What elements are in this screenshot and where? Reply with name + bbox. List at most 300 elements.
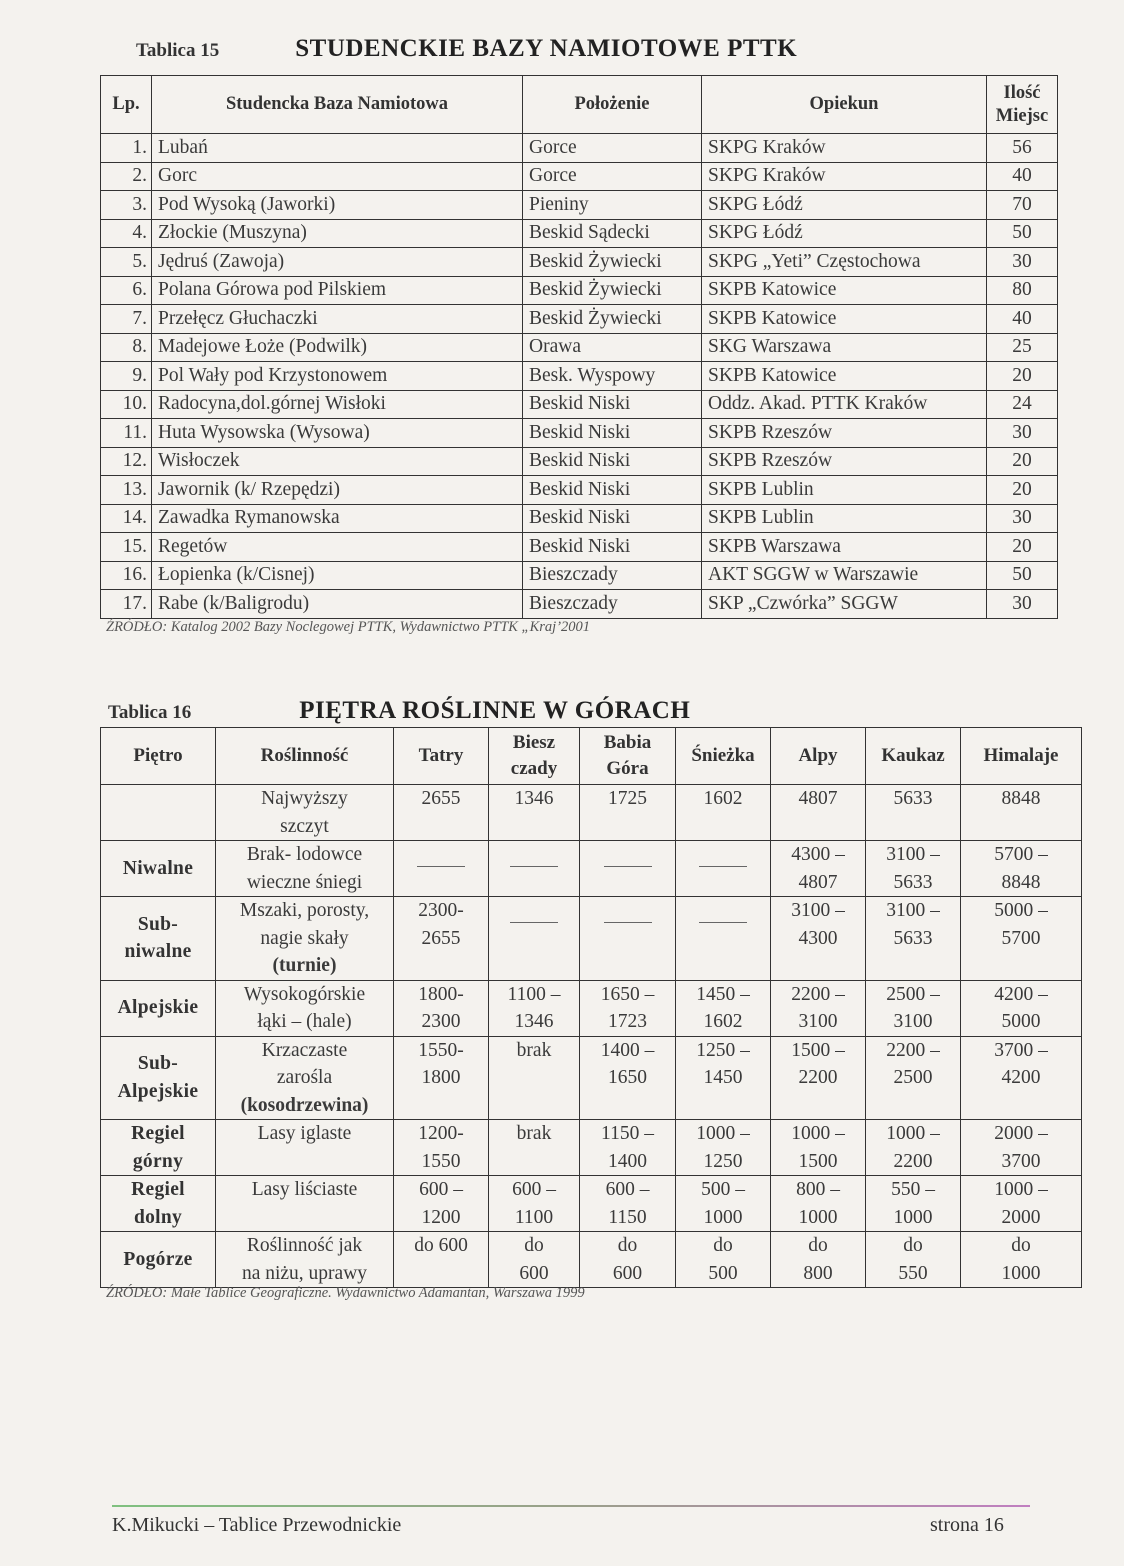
cell-organizer: SKPG Łódź — [702, 191, 987, 220]
dash-value — [652, 897, 653, 898]
cell-babia-gora — [580, 897, 676, 981]
dash-mark — [417, 866, 465, 867]
cell-bieszczady — [489, 1232, 580, 1288]
table15-row — [101, 447, 1058, 476]
table16-body — [101, 785, 1082, 1288]
cell-himalaje — [961, 1120, 1082, 1176]
vegetation-line: Lasy iglaste — [257, 1123, 352, 1144]
value-line: 3100 – — [791, 900, 845, 921]
cell-location: Beskid Niski — [523, 419, 702, 448]
cell-capacity: 40 — [987, 162, 1058, 191]
cell-kaukaz — [866, 980, 961, 1036]
cell-organizer: SKP „Czwórka” SGGW — [702, 590, 987, 619]
cell-lp: 6. — [101, 276, 152, 305]
dash-mark — [510, 922, 558, 923]
value-line: 4200 — [1001, 1067, 1041, 1088]
value-line: do 600 — [414, 1235, 468, 1256]
value-line: 1000 — [1001, 1262, 1041, 1284]
cell-capacity: 20 — [987, 362, 1058, 391]
value-line: do — [524, 1235, 544, 1256]
cell-bieszczady — [489, 1036, 580, 1120]
value-line: 1723 — [608, 1011, 647, 1032]
cell-bieszczady — [489, 841, 580, 897]
value-line: brak — [516, 1039, 552, 1061]
cell-lp: 15. — [101, 533, 152, 562]
value-line: 5633 — [893, 927, 933, 949]
cell-lp: 7. — [101, 305, 152, 334]
value-line: 2000 — [1001, 1206, 1041, 1228]
cell-organizer: SKPB Rzeszów — [702, 447, 987, 476]
table16-header-row — [101, 728, 1082, 785]
cell-vegetation — [216, 1176, 394, 1232]
value-line: 1100 — [514, 1206, 554, 1228]
cell-location: Gorce — [523, 162, 702, 191]
table15 — [100, 75, 1058, 619]
cell-name: Jawornik (k/ Rzepędzi) — [152, 476, 523, 505]
table16-source: ŹRÓDŁO: Małe Tablice Geograficzne. Wydawnictwo Adamantan, Warszawa 1999 — [106, 1285, 585, 1301]
table15-heading — [136, 35, 797, 63]
value-line: 1200 — [421, 1206, 461, 1228]
cell-capacity: 50 — [987, 561, 1058, 590]
value-line: 1450 – — [696, 983, 750, 1005]
cell-organizer: AKT SGGW w Warszawie — [702, 561, 987, 590]
cell-name: Łopienka (k/Cisnej) — [152, 561, 523, 590]
cell-babia-gora — [580, 1232, 676, 1288]
header-bieszczady-line1: Biesz — [512, 732, 556, 753]
cell-name: Jędruś (Zawoja) — [152, 248, 523, 277]
table15-row — [101, 219, 1058, 248]
cell-location: Besk. Wyspowy — [523, 362, 702, 391]
value-line: 800 – — [796, 1179, 840, 1200]
vegetation-line: nagie skały — [260, 927, 349, 949]
table15-row — [101, 390, 1058, 419]
table15-row — [101, 191, 1058, 220]
value-line: 3100 — [798, 1011, 838, 1032]
cell-location: Beskid Niski — [523, 504, 702, 533]
value-line: 1650 — [608, 1067, 647, 1088]
cell-capacity: 24 — [987, 390, 1058, 419]
table16-row — [101, 1176, 1082, 1232]
cell-capacity: 30 — [987, 590, 1058, 619]
vegetation-line: Brak- lodowce — [246, 844, 363, 865]
table15-row — [101, 476, 1058, 505]
cell-location: Bieszczady — [523, 561, 702, 590]
cell-himalaje — [961, 980, 1082, 1036]
cell-vegetation — [216, 785, 394, 841]
zone-line: Sub- — [137, 1053, 179, 1075]
cell-himalaje — [961, 841, 1082, 897]
cell-sniezka — [676, 1120, 771, 1176]
value-line: 1550 — [421, 1150, 461, 1172]
value-line: 1000 – — [994, 1179, 1048, 1200]
table16 — [100, 727, 1082, 1288]
cell-lp: 2. — [101, 162, 152, 191]
cell-bieszczady — [489, 1176, 580, 1232]
dash-value — [652, 841, 653, 842]
dash-value — [558, 841, 559, 842]
cell-name: Pod Wysoką (Jaworki) — [152, 191, 523, 220]
cell-location: Beskid Żywiecki — [523, 248, 702, 277]
cell-location: Gorce — [523, 134, 702, 163]
cell-capacity: 30 — [987, 504, 1058, 533]
cell-organizer: SKPB Lublin — [702, 504, 987, 533]
header-kaukaz: Kaukaz — [866, 728, 961, 785]
vegetation-line: Roślinność jak — [246, 1235, 363, 1256]
cell-organizer: SKPG Kraków — [702, 134, 987, 163]
cell-organizer: SKPB Warszawa — [702, 533, 987, 562]
header-bieszczady-line2: czady — [510, 758, 558, 779]
cell-organizer: SKG Warszawa — [702, 333, 987, 362]
cell-name: Pol Wały pod Krzystonowem — [152, 362, 523, 391]
cell-tatry — [394, 1036, 489, 1120]
cell-babia-gora — [580, 1120, 676, 1176]
value-line: 1450 — [703, 1067, 743, 1088]
zone-line: górny — [132, 1150, 184, 1172]
header-bieszczady — [489, 728, 580, 785]
dash-value — [465, 841, 466, 842]
value-line: 3100 – — [886, 844, 940, 865]
value-line: 4200 – — [994, 983, 1048, 1005]
table15-row — [101, 533, 1058, 562]
cell-zone — [101, 1232, 216, 1288]
value-line: 1250 — [703, 1150, 743, 1172]
cell-capacity: 20 — [987, 476, 1058, 505]
table16-row — [101, 841, 1082, 897]
cell-vegetation — [216, 1120, 394, 1176]
value-line: 1100 – — [507, 983, 561, 1005]
cell-capacity: 50 — [987, 219, 1058, 248]
cell-sniezka — [676, 897, 771, 981]
header-babia-gora — [580, 728, 676, 785]
value-line: do — [713, 1235, 733, 1256]
cell-capacity: 20 — [987, 447, 1058, 476]
value-line: brak — [516, 1123, 552, 1144]
value-line: 1000 – — [791, 1123, 845, 1144]
cell-location: Beskid Niski — [523, 476, 702, 505]
cell-location: Beskid Niski — [523, 390, 702, 419]
cell-babia-gora — [580, 841, 676, 897]
value-line: 1150 – — [601, 1123, 654, 1144]
cell-kaukaz — [866, 1036, 961, 1120]
cell-name: Rabe (k/Baligrodu) — [152, 590, 523, 619]
zone-line: Pogórze — [123, 1248, 193, 1270]
cell-zone — [101, 980, 216, 1036]
value-line: 1500 — [798, 1150, 838, 1172]
cell-vegetation — [216, 1232, 394, 1288]
cell-sniezka — [676, 785, 771, 841]
cell-alpy — [771, 980, 866, 1036]
value-line: 1000 — [703, 1206, 743, 1228]
vegetation-line: Najwyższy — [261, 788, 348, 809]
vegetation-line: łąki – (hale) — [257, 1011, 352, 1032]
dash-mark — [604, 922, 652, 923]
cell-capacity: 25 — [987, 333, 1058, 362]
table15-row — [101, 248, 1058, 277]
value-line: 2000 – — [994, 1123, 1048, 1144]
cell-capacity: 56 — [987, 134, 1058, 163]
cell-lp: 11. — [101, 419, 152, 448]
value-line: 2200 – — [791, 983, 845, 1005]
value-line: 8848 — [1001, 788, 1041, 809]
value-line: 8848 — [1001, 871, 1041, 893]
header-vegetation: Roślinność — [216, 728, 394, 785]
cell-name: Lubań — [152, 134, 523, 163]
value-line: 2655 — [421, 927, 461, 949]
cell-name: Gorc — [152, 162, 523, 191]
cell-name: Regetów — [152, 533, 523, 562]
cell-name: Zawadka Rymanowska — [152, 504, 523, 533]
footer-author: K.Mikucki – Tablice Przewodnickie — [112, 1514, 402, 1536]
table15-row — [101, 590, 1058, 619]
cell-capacity: 20 — [987, 533, 1058, 562]
cell-name: Złockie (Muszyna) — [152, 219, 523, 248]
table15-row — [101, 305, 1058, 334]
dash-mark — [510, 866, 558, 867]
value-line: do — [617, 1235, 638, 1256]
value-line: 1550- — [418, 1039, 464, 1061]
cell-alpy — [771, 1036, 866, 1120]
value-line: 5700 – — [994, 844, 1048, 865]
header-organizer: Opiekun — [702, 76, 987, 134]
cell-organizer: SKPG Łódź — [702, 219, 987, 248]
table16-row — [101, 785, 1082, 841]
table16-row — [101, 1036, 1082, 1120]
table16-row — [101, 980, 1082, 1036]
cell-capacity: 40 — [987, 305, 1058, 334]
cell-capacity: 80 — [987, 276, 1058, 305]
cell-organizer: SKPB Rzeszów — [702, 419, 987, 448]
cell-name: Przełęcz Głuchaczki — [152, 305, 523, 334]
cell-organizer: SKPB Katowice — [702, 305, 987, 334]
table15-row — [101, 134, 1058, 163]
value-line: 550 – — [891, 1179, 935, 1200]
cell-kaukaz — [866, 897, 961, 981]
value-line: do — [903, 1235, 923, 1256]
cell-sniezka — [676, 1232, 771, 1288]
value-line: 600 – — [419, 1179, 463, 1200]
dash-value — [747, 897, 748, 898]
cell-capacity: 30 — [987, 419, 1058, 448]
cell-zone — [101, 1036, 216, 1120]
cell-location: Beskid Niski — [523, 533, 702, 562]
cell-tatry — [394, 1120, 489, 1176]
cell-bieszczady — [489, 980, 580, 1036]
header-himalaje: Himalaje — [961, 728, 1082, 785]
cell-babia-gora — [580, 785, 676, 841]
cell-lp: 5. — [101, 248, 152, 277]
zone-line: Sub- — [137, 913, 179, 935]
cell-alpy — [771, 841, 866, 897]
cell-tatry — [394, 841, 489, 897]
header-babia-line1: Babia — [603, 732, 652, 753]
value-line: 1150 — [608, 1206, 647, 1228]
value-line: 1602 — [703, 788, 743, 809]
value-line: 3700 — [1001, 1150, 1041, 1172]
header-capacity: Ilość Miejsc — [987, 76, 1058, 134]
cell-sniezka — [676, 1176, 771, 1232]
value-line: 2300 — [421, 1011, 461, 1032]
cell-himalaje — [961, 897, 1082, 981]
value-line: 4300 – — [791, 844, 845, 865]
cell-tatry — [394, 785, 489, 841]
vegetation-line: wieczne śniegi — [246, 871, 363, 893]
value-line: do — [1011, 1235, 1031, 1256]
cell-organizer: SKPB Katowice — [702, 362, 987, 391]
cell-location: Bieszczady — [523, 590, 702, 619]
value-line: 1346 — [514, 788, 554, 809]
cell-zone — [101, 1176, 216, 1232]
header-tatry: Tatry — [394, 728, 489, 785]
header-babia-line2: Góra — [606, 758, 649, 779]
value-line: 1200- — [418, 1123, 464, 1144]
value-line: 4300 — [798, 927, 838, 949]
cell-babia-gora — [580, 1176, 676, 1232]
value-line: do — [808, 1235, 828, 1256]
value-line: 3100 – — [886, 900, 940, 921]
table15-row — [101, 504, 1058, 533]
vegetation-line: (turnie) — [272, 955, 337, 976]
zone-line: Niwalne — [122, 857, 194, 879]
cell-organizer: SKPG „Yeti” Częstochowa — [702, 248, 987, 277]
cell-zone — [101, 1120, 216, 1176]
cell-lp: 9. — [101, 362, 152, 391]
cell-tatry — [394, 897, 489, 981]
cell-lp: 16. — [101, 561, 152, 590]
cell-lp: 1. — [101, 134, 152, 163]
value-line: 4807 — [798, 871, 838, 893]
cell-bieszczady — [489, 1120, 580, 1176]
vegetation-line: (kosodrzewina) — [240, 1094, 369, 1116]
cell-bieszczady — [489, 897, 580, 981]
value-line: 600 – — [512, 1179, 556, 1200]
cell-location: Beskid Żywiecki — [523, 276, 702, 305]
cell-lp: 14. — [101, 504, 152, 533]
header-sniezka: Śnieżka — [676, 728, 771, 785]
value-line: 550 — [898, 1262, 928, 1284]
value-line: 600 — [612, 1262, 643, 1284]
cell-kaukaz — [866, 785, 961, 841]
value-line: 2300- — [418, 900, 464, 921]
cell-sniezka — [676, 1036, 771, 1120]
value-line: 1800 — [421, 1067, 461, 1088]
vegetation-line: Mszaki, porosty, — [239, 900, 370, 921]
value-line: 2655 — [421, 788, 461, 809]
value-line: 5000 — [1001, 1011, 1041, 1032]
value-line: 1725 — [608, 788, 647, 809]
header-alpy: Alpy — [771, 728, 866, 785]
cell-kaukaz — [866, 1120, 961, 1176]
cell-zone — [101, 785, 216, 841]
value-line: 1346 — [514, 1011, 554, 1032]
table15-label: Tablica 15 — [136, 40, 220, 61]
cell-vegetation — [216, 1036, 394, 1120]
cell-vegetation — [216, 841, 394, 897]
value-line: 2200 — [893, 1150, 933, 1172]
value-line: 2500 — [893, 1067, 933, 1088]
cell-himalaje — [961, 1176, 1082, 1232]
cell-location: Orawa — [523, 333, 702, 362]
cell-organizer: Oddz. Akad. PTTK Kraków — [702, 390, 987, 419]
zone-line: Regiel — [131, 1179, 185, 1200]
cell-lp: 3. — [101, 191, 152, 220]
zone-line: dolny — [133, 1206, 183, 1228]
value-line: 5633 — [893, 871, 933, 893]
zone-line: Regiel — [131, 1123, 185, 1144]
value-line: 5633 — [893, 788, 933, 809]
value-line: 5000 – — [994, 900, 1048, 921]
cell-babia-gora — [580, 980, 676, 1036]
cell-location: Beskid Niski — [523, 447, 702, 476]
cell-alpy — [771, 785, 866, 841]
cell-name: Wisłoczek — [152, 447, 523, 476]
table16-row — [101, 1232, 1082, 1288]
cell-location: Beskid Sądecki — [523, 219, 702, 248]
dash-value — [558, 897, 559, 898]
zone-line: niwalne — [124, 941, 192, 963]
value-line: 4807 — [798, 788, 838, 809]
cell-lp: 13. — [101, 476, 152, 505]
cell-himalaje — [961, 1036, 1082, 1120]
cell-tatry — [394, 980, 489, 1036]
zone-line: Alpejskie — [117, 997, 199, 1019]
table15-source: ŹRÓDŁO: Katalog 2002 Bazy Noclegowej PTTK, Wydawnictwo PTTK „Kraj’2001 — [106, 619, 591, 635]
cell-name: Huta Wysowska (Wysowa) — [152, 419, 523, 448]
cell-tatry — [394, 1176, 489, 1232]
cell-lp: 10. — [101, 390, 152, 419]
cell-organizer: SKPB Lublin — [702, 476, 987, 505]
cell-organizer: SKPB Katowice — [702, 276, 987, 305]
cell-lp: 17. — [101, 590, 152, 619]
cell-sniezka — [676, 980, 771, 1036]
cell-lp: 12. — [101, 447, 152, 476]
value-line: 500 — [708, 1262, 738, 1284]
value-line: 3700 – — [994, 1039, 1048, 1061]
value-line: 5700 — [1001, 927, 1041, 949]
vegetation-line: szczyt — [280, 815, 329, 837]
cell-lp: 4. — [101, 219, 152, 248]
table15-row — [101, 162, 1058, 191]
dash-value — [747, 841, 748, 842]
footer-page-number: strona 16 — [930, 1514, 1004, 1536]
value-line: 1400 – — [600, 1039, 655, 1061]
value-line: 2500 – — [886, 983, 940, 1005]
table16-label: Tablica 16 — [108, 702, 192, 723]
value-line: 1000 — [798, 1206, 838, 1228]
value-line: 1000 – — [886, 1123, 940, 1144]
cell-vegetation — [216, 897, 394, 981]
cell-lp: 8. — [101, 333, 152, 362]
value-line: 2200 – — [886, 1039, 940, 1061]
dash-mark — [699, 866, 747, 867]
cell-location: Beskid Żywiecki — [523, 305, 702, 334]
table15-body — [101, 134, 1058, 619]
vegetation-line: Lasy liściaste — [251, 1179, 358, 1200]
value-line: 600 – — [605, 1179, 650, 1200]
cell-zone — [101, 897, 216, 981]
value-line: 1250 – — [696, 1039, 750, 1061]
zone-line: Alpejskie — [117, 1080, 199, 1102]
table16-row — [101, 1120, 1082, 1176]
cell-name: Madejowe Łoże (Podwilk) — [152, 333, 523, 362]
header-name: Studencka Baza Namiotowa — [152, 76, 523, 134]
cell-alpy — [771, 1176, 866, 1232]
value-line: 2200 — [798, 1067, 838, 1088]
value-line: 1000 — [893, 1206, 933, 1228]
table15-row — [101, 276, 1058, 305]
value-line: 500 – — [701, 1179, 745, 1200]
cell-zone — [101, 841, 216, 897]
cell-kaukaz — [866, 1232, 961, 1288]
